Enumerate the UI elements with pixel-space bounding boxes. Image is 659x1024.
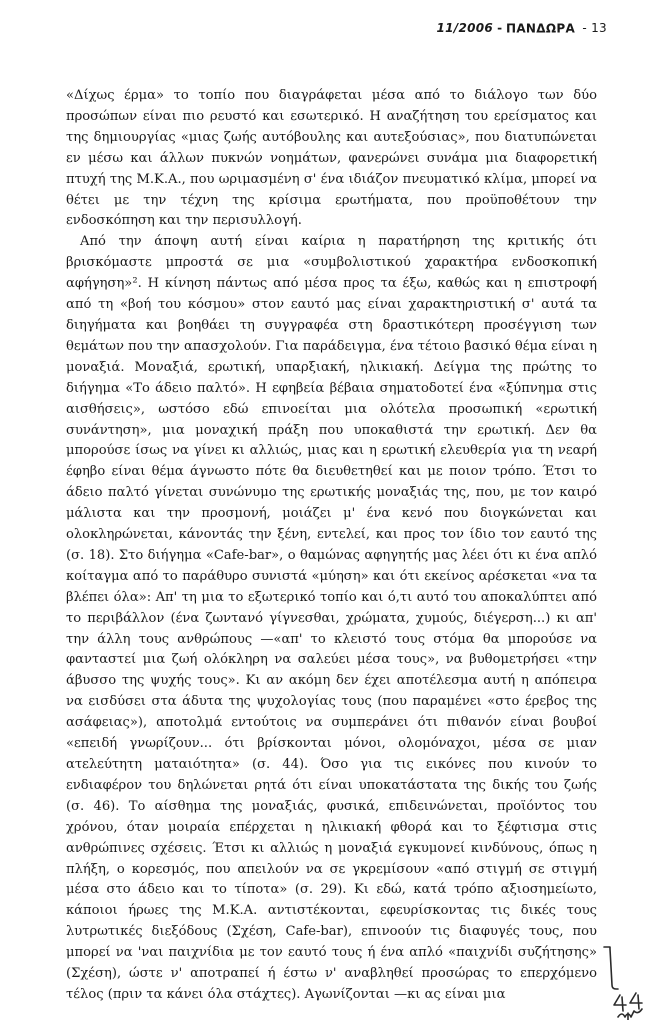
issue-number: 11/2006: [436, 21, 494, 35]
header-separator: -: [497, 21, 503, 35]
paragraph-1: «Δίχως έρμα» το τοπίο που διαγράφεται μέσα από το διάλογο των δύο προσώπων είναι πιο ρευστό και εσωτερικό. Η αναζήτηση του ερείσματος και της δημιουργίας «μιας ζωής αυτόβουλης και αυτεξούσιας», που διατυπώνεται εν μέσω και άλλων πυκνών νοημάτων, φανερώνει συνάμα μια διαφορετική πτυχή της Μ.Κ.Α., που ωριμασμένη σ' ένα ιδιάζον πνευματικό κλίμα, μπορεί να θέτει με την τέχνη της κρίσιμα ερωτήματα, που προϋποθέτουν την ενδοσκόπηση και την περισυλλογή.: [66, 88, 597, 229]
paragraph-2: Από την άποψη αυτή είναι καίρια η παρατήρηση της κριτικής ότι βρισκόμαστε μπροστά σε μια «συμβολιστικού χαρακτήρα ενδοσκοπική αφήγηση»². Η κίνηση πάντως από μέσα προς τα έξω, καθώς και η επιστροφή από τη «βοή του κόσμου» στον εαυτό μας είναι χαρακτηριστική σ' αυτά τα διηγήματα και βοηθάει τη συγγραφέα στη δραστικότερη προσέγγιση των θεμάτων που την απασχολούν. Για παράδειγμα, ένα τέτοιο βασικό θέμα είναι η μοναξιά. Μοναξιά, ερωτική, υπαρξιακή, ηλικιακή. Δείγμα της πρώτης το διήγημα «Το άδειο παλτό». Η εφηβεία βέβαια σηματοδοτεί ένα «ξύπνημα στις αισθήσεις», ωστόσο εδώ επινοείται μια ολότελα προσωπική «ερωτική συνάντηση», μια μοναχική πράξη που υποκαθιστά την ερωτική. Δεν θα μπορούσε ίσως να γίνει κι αλλιώς, μιας και η ερωτική ελευθερία για τη νεαρή έφηβο είναι θέμα άγνωστο πότε θα διευθετηθεί και με ποιον τρόπο. Έτσι το άδειο παλτό γίνεται συνώνυμο της ερωτικής μοναξιάς της, που, με τον καιρό μάλιστα και την προσμονή, μοιάζει μ' ένα κενό που διογκώνεται και ολοκληρώνεται, κάνοντάς την ξένη, εντελεί, και προς τον ίδιο τον εαυτό της (σ. 18). Στο διήγημα «Cafe-bar», ο θαμώνας αφηγητής μας λέει ότι κι ένα απλό κοίταγμα από το παράθυρο συνιστά «μύηση» και ότι εκείνος αρέσκεται «να τα βλέπει όλα»: Απ' τη μια το εξωτερικό τοπίο και ό,τι αυτό του αποκαλύπτει από το περιβάλλον (ένα ζωντανό γίγνεσθαι, χρώματα, χυμούς, διέγερση...) κι απ' την άλλη τους ανθρώπους —«απ' το κλειστό τους στόμα θα μπορούσε να φανταστεί μια ζωή ολόκληρη να σαλεύει μέσα τους», να βυθομετρήσει «την άβυσσο της ψυχής τους». Κι αν ακόμη δεν έχει αποτέλεσμα αυτή η απόπειρα να εισδύσει στα άδυτα της ψυχολογίας τους (που παραμένει «στο έρεβος της ασάφειας»), αποτολμά εντούτοις να συμπεράνει ότι πιθανόν είναι βουβοί «επειδή γνωρίζουν... ότι βρίσκονται μόνοι, ολομόναχοι, μέσα σε μιαν ατελεύτητη ματαιότητα» (σ. 44). Όσο για τις εικόνες που κινούν το ενδιαφέρον του δηλώνεται ρητά ότι είναι υποκατάστατα της δικής του ζωής (σ. 46). Το αίσθημα της μοναξιάς, φυσικά, επιδεινώνεται, προϊόντος του χρόνου, όταν μοιραία επέρχεται η ηλικιακή φθορά και το ξέφτισμα στις ανθρώπινες σχέσεις. Έτσι κι αλλιώς η μοναξιά εγκυμονεί κινδύνους, όπως η πλήξη, ο κορεσμός, που απειλούν να σε γκρεμίσουν «από στιγμή σε στιγμή μέσα στο άδειο και το τίποτα» (σ. 29). Κι εδώ, κατά τρόπο αξιοσημείωτο, κάποιοι ήρωες της Μ.Κ.Α. αντιστέκονται, εφευρίσκοντας τις δικές τους λυτρωτικές διεξόδους (Σχέση, Cafe-bar), επινοούν τις διαφυγές τους, που μπορεί να 'ναι παιχνίδια με τον εαυτό τους ή ένα απλό «παιχνίδι συζήτησης» (Σχέση), ώστε ν' αποτραπεί ή έστω ν' αναβληθεί προσώρας το επερχόμενο τέλος (πριν τα κάνει όλα στάχτες). Αγωνίζονται —κι ας είναι μια: [66, 234, 597, 1002]
page-number: - 13: [582, 21, 607, 35]
pandora-logo-icon: [506, 20, 578, 36]
handwritten-margin-annotation-icon: [598, 945, 653, 1020]
article-body: [66, 86, 597, 1006]
running-header: [437, 20, 608, 36]
journal-title: ΠΑΝΔΩΡΑ: [506, 21, 576, 36]
